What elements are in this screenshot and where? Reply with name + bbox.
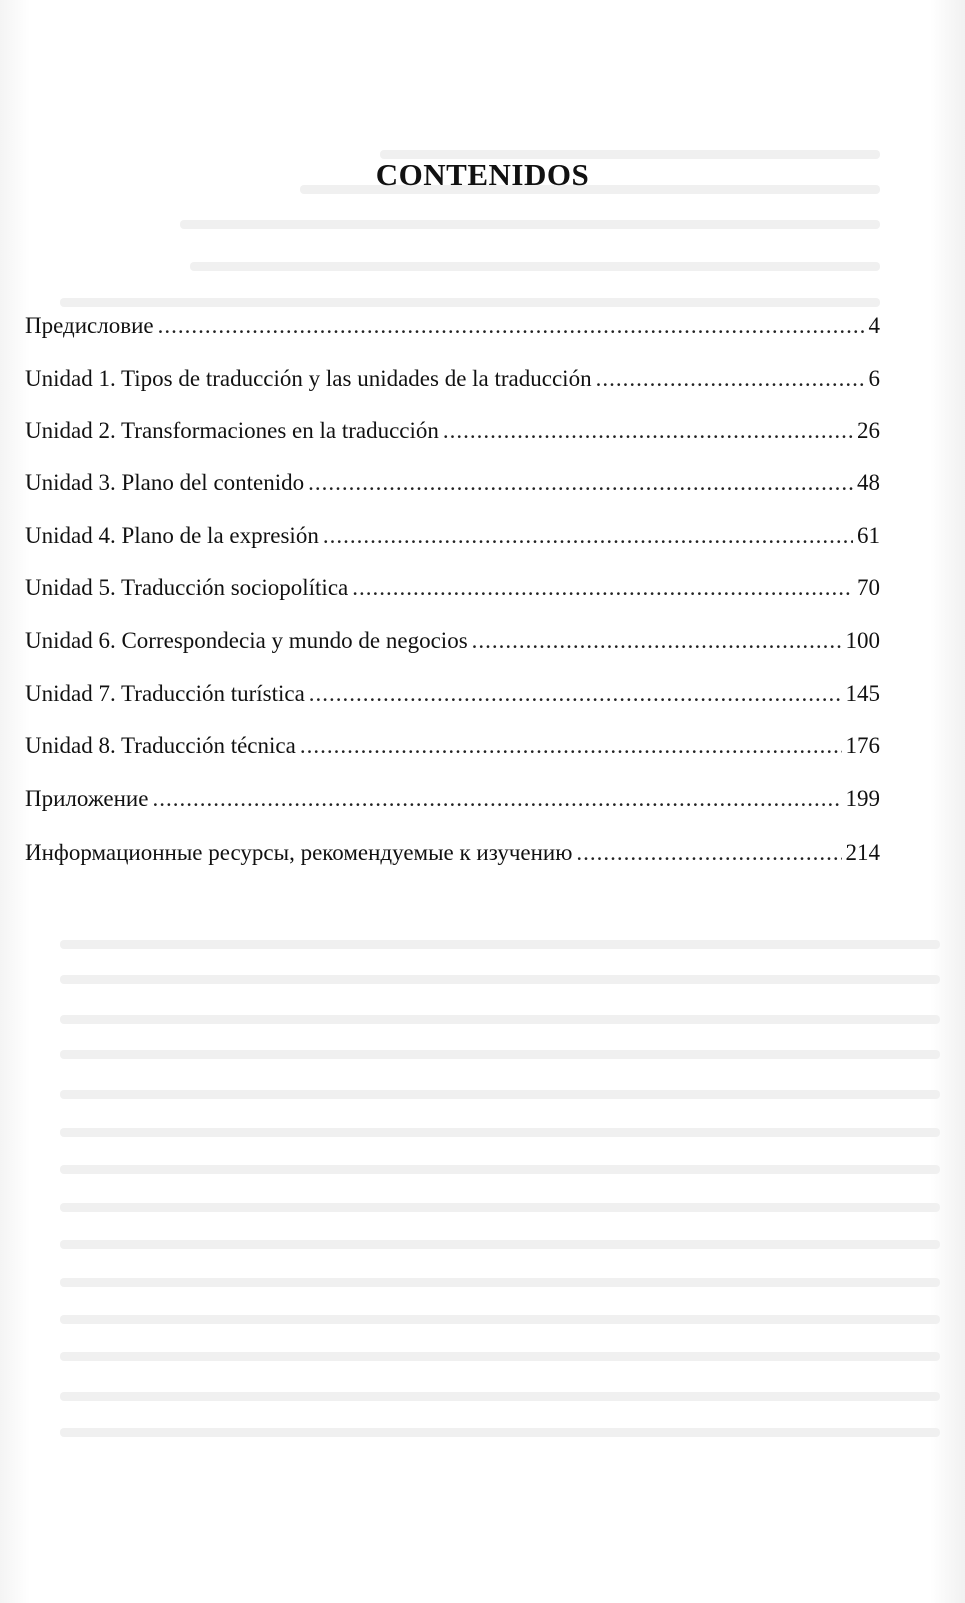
toc-leader-dots <box>352 575 853 601</box>
toc-entry <box>25 366 880 392</box>
toc-entry <box>25 523 880 549</box>
toc-leader-dots <box>308 470 853 496</box>
toc-entry-page: 48 <box>857 470 880 495</box>
toc-entry <box>25 840 880 866</box>
toc-entry <box>25 786 880 812</box>
toc-entry-page: 176 <box>845 733 880 758</box>
toc-entry-page: 100 <box>845 628 880 653</box>
toc-entry-label: Предисловие <box>25 313 154 338</box>
toc-entry-page: 214 <box>845 840 880 865</box>
toc-entry <box>25 313 880 339</box>
toc-leader-dots <box>323 523 853 549</box>
toc-entry-label: Unidad 1. Tipos de traducción y las unidades de la traducción <box>25 366 592 391</box>
toc-entry-page: 26 <box>857 418 880 443</box>
toc-leader-dots <box>576 840 841 866</box>
toc-entry-label: Unidad 8. Traducción técnica <box>25 733 296 758</box>
toc-entry-label: Unidad 4. Plano de la expresión <box>25 523 319 548</box>
toc-leader-dots <box>443 418 853 444</box>
toc-leader-dots <box>596 366 865 392</box>
toc-entry-page: 145 <box>845 681 880 706</box>
toc-entry <box>25 470 880 496</box>
toc-entry-page: 70 <box>857 575 880 600</box>
toc-entry-label: Unidad 7. Traducción turística <box>25 681 305 706</box>
toc-entry-label: Unidad 6. Correspondecia y mundo de negocios <box>25 628 468 653</box>
toc-entry-label: Unidad 5. Traducción sociopolítica <box>25 575 349 600</box>
toc-entry-label: Unidad 2. Transformaciones en la traducción <box>25 418 439 443</box>
toc-entry-label: Приложение <box>25 786 149 811</box>
toc-entry <box>25 418 880 444</box>
toc-entry-label: Unidad 3. Plano del contenido <box>25 470 305 495</box>
toc-leader-dots <box>309 681 842 707</box>
toc-entry-page: 61 <box>857 523 880 548</box>
toc-entry <box>25 575 880 601</box>
toc-entry <box>25 628 880 654</box>
page-title: CONTENIDOS <box>375 156 590 192</box>
toc-leader-dots <box>152 786 841 812</box>
toc-leader-dots <box>158 313 865 339</box>
toc-entry-label: Информационные ресурсы, рекомендуемые к изучению <box>25 840 573 865</box>
toc-entry-page: 199 <box>845 786 880 811</box>
toc-entry <box>25 681 880 707</box>
toc-leader-dots <box>300 733 842 759</box>
toc-leader-dots <box>472 628 842 654</box>
toc-entry-page: 6 <box>868 366 880 391</box>
toc-entry <box>25 733 880 759</box>
toc-entry-page: 4 <box>868 313 880 338</box>
